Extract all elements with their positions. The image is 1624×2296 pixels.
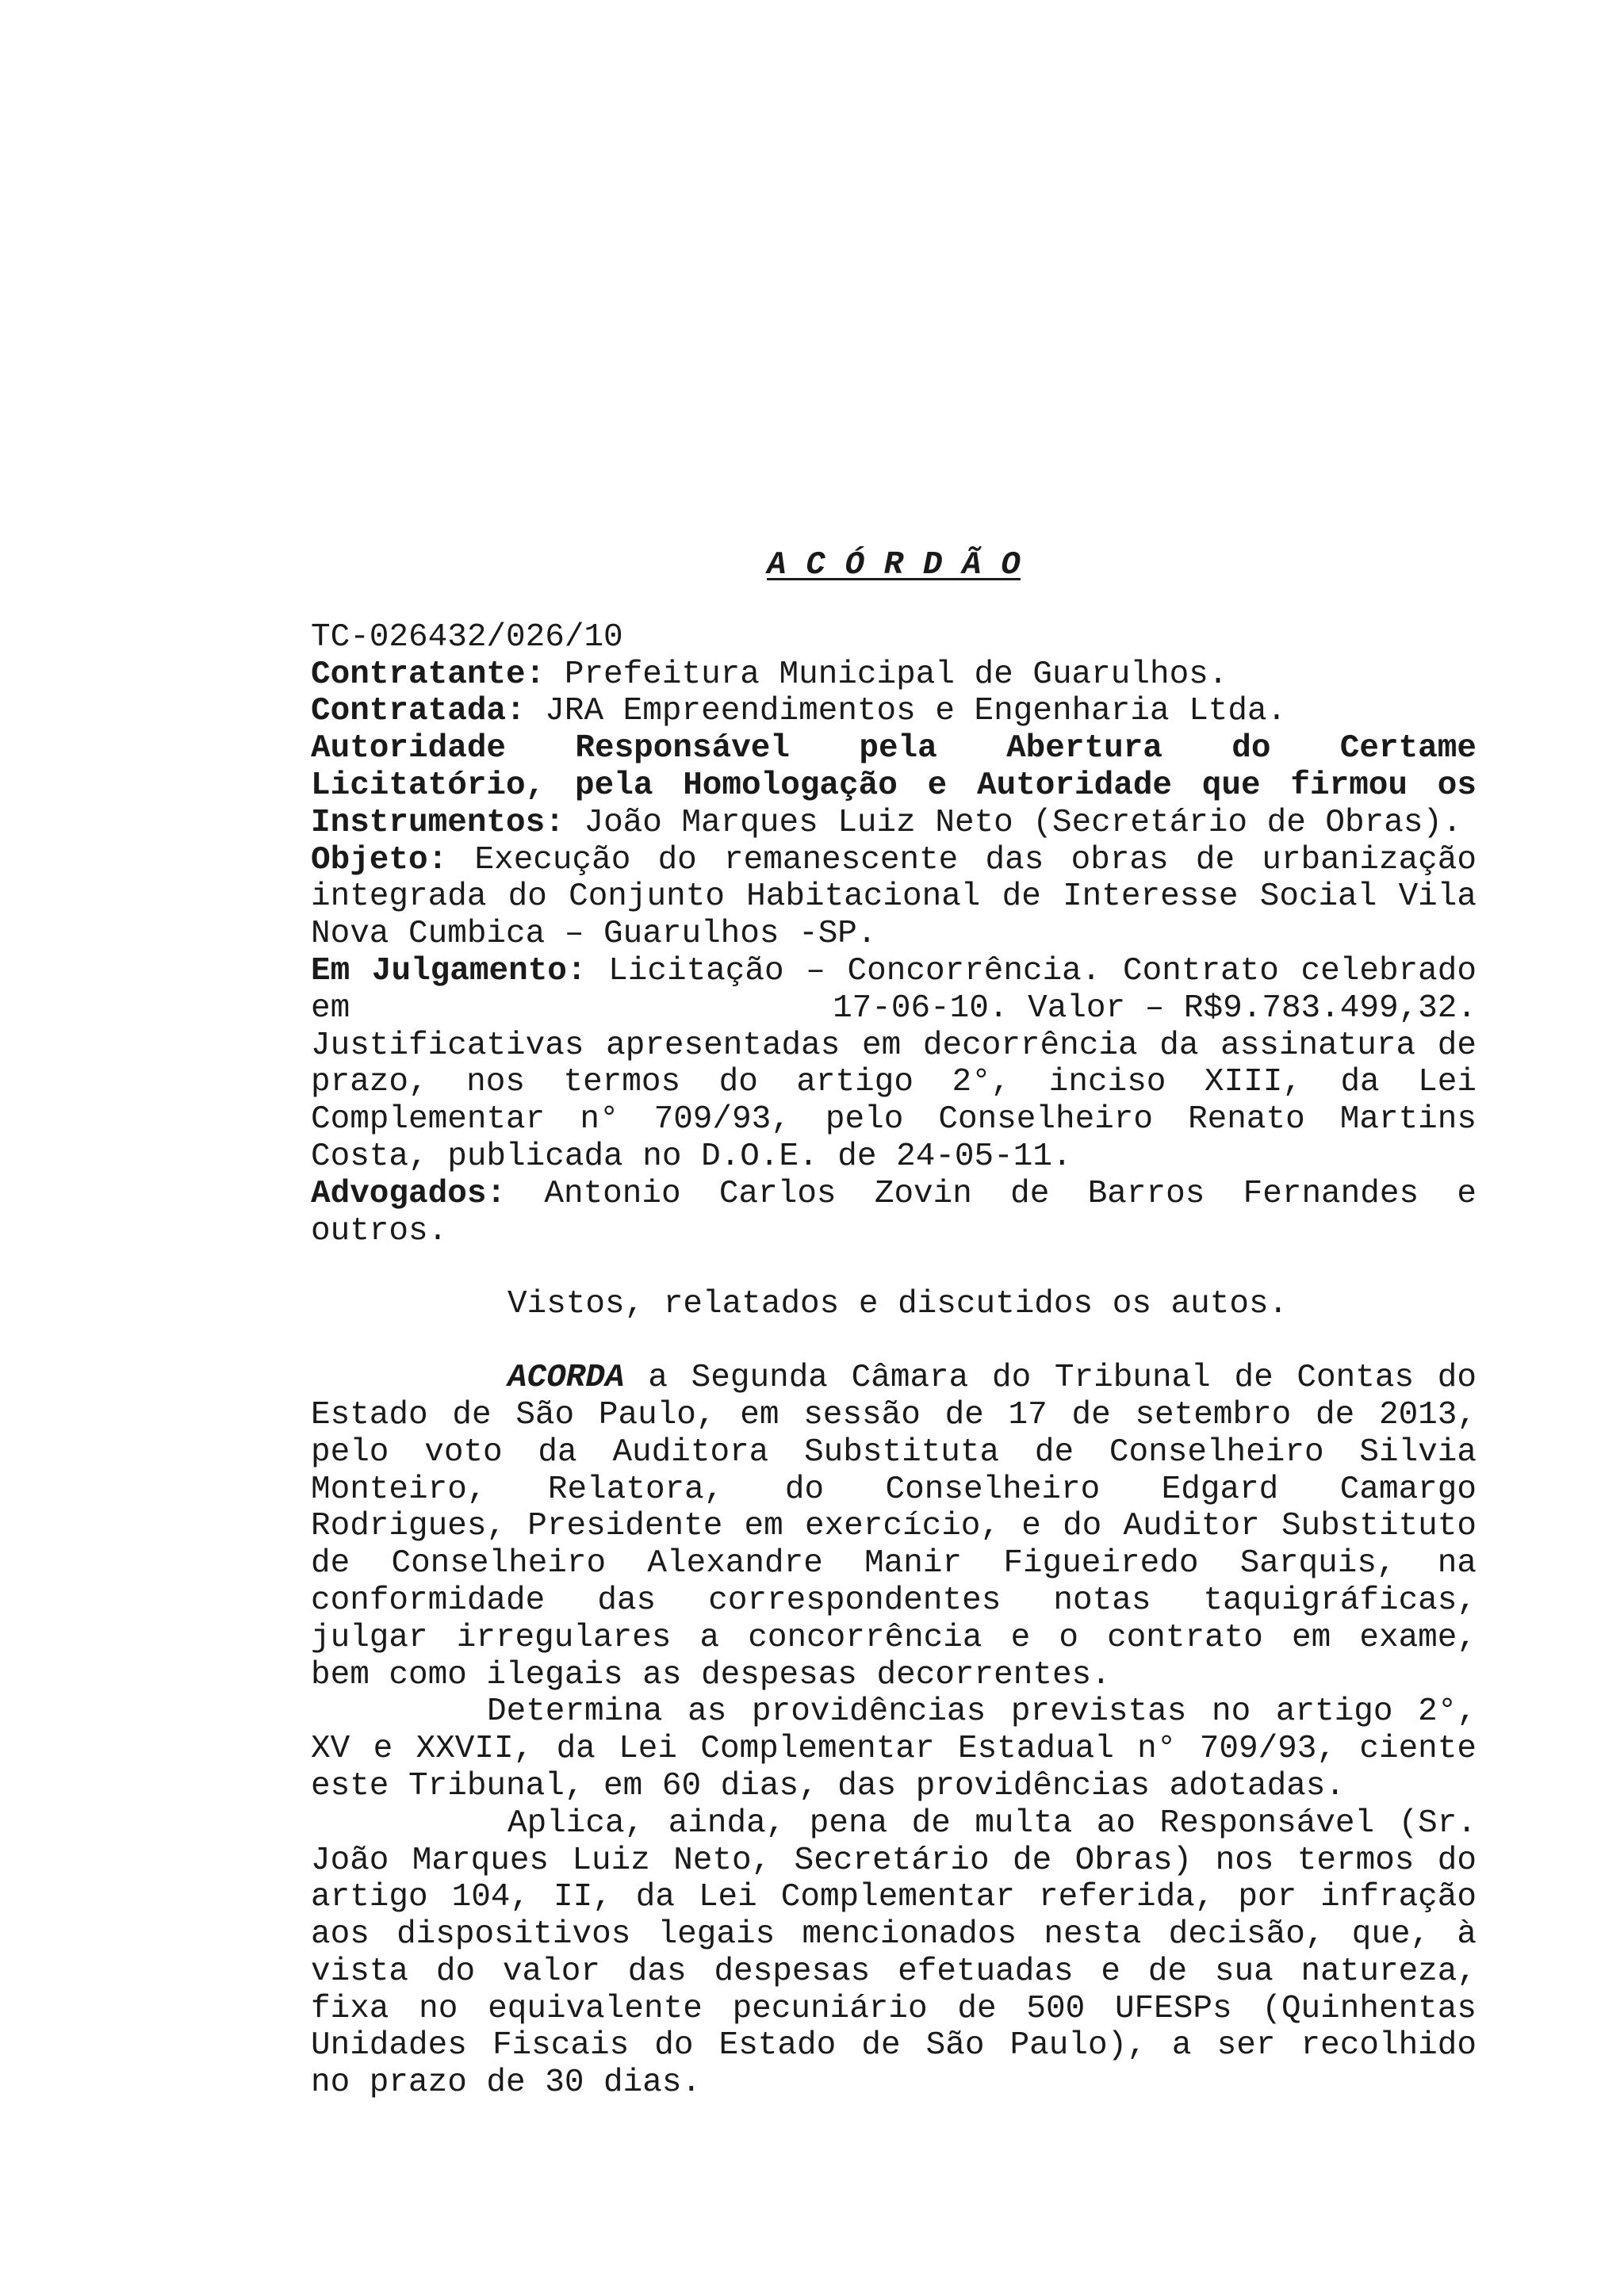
autoridade-label: Autoridade Responsável pela Abertura do Certame Licitatório, pela Homologação e Autoridade que firmou os Instrumentos: [311,730,1477,841]
determina-paragraph: Determina as providências previstas no artigo 2°, XV e XXVII, da Lei Complementar Estadual n° 709/93, ciente este Tribunal, em 60 dias, das providências adotadas. [311,1693,1477,1804]
contratante-line [311,656,1477,694]
julgamento-value-2: 17-06-10. Valor – R$9.783.499,32. [833,989,1477,1027]
autoridade-value: João Marques Luiz Neto (Secretário de Obras). [564,804,1462,841]
contratada-label: Contratada: [311,693,526,730]
document-body [311,547,1477,2102]
objeto-label: Objeto: [311,841,448,878]
acorda-paragraph [311,1360,1477,1693]
acorda-word: ACORDA [508,1360,625,1397]
contratante-label: Contratante: [311,656,546,693]
process-number: TC-026432/026/10 [311,618,623,656]
autoridade-paragraph [311,730,1477,841]
contratada-value: JRA Empreendimentos e Engenharia Ltda. [525,693,1287,730]
objeto-paragraph [311,842,1477,953]
document-title: A C Ó R D Ã O [767,547,1021,584]
julgamento-justificativas: Justificativas apresentadas em decorrência da assinatura de prazo, nos termos do artigo 2°, inciso XIII, da Lei Complementar n° 709/93, pelo Conselheiro Renato Martins Costa, publicada no D.O.E. de 24-05-11. [311,1027,1477,1175]
advogados-label: Advogados: [311,1175,507,1212]
vistos-paragraph: Vistos, relatados e discutidos os autos. [508,1286,1289,1323]
aplica-paragraph: Aplica, ainda, pena de multa ao Responsável (Sr. João Marques Luiz Neto, Secretário de Obras) nos termos do artigo 104, II, da Lei Complementar referida, por infração aos dispositivos legais mencionados nesta decisão, que, à vista do valor das despesas efetuadas e de sua natureza, fixa no equivalente pecuniário de 500 UFESPs (Quinhentas Unidades Fiscais do Estado de São Paulo), a ser recolhido no prazo de 30 dias. [311,1804,1477,2102]
julgamento-line-1 [311,953,1477,990]
julgamento-label: Em Julgamento: [311,952,587,989]
advogados-paragraph [311,1176,1477,1250]
objeto-value: Execução do remanescente das obras de urbanização integrada do Conjunto Habitacional de Interesse Social Vila Nova Cumbica – Guarulhos -SP. [311,841,1477,953]
acorda-text: a Segunda Câmara do Tribunal de Contas do Estado de São Paulo, em sessão de 17 de setembro de 2013, pelo voto da Auditora Substituta de Conselheiro Silvia Monteiro, Relatora, do Conselheiro Edgard Camargo Rodrigues, Presidente em exercício, e do Auditor Substituto de Conselheiro Alexandre Manir Figueiredo Sarquis, na conformidade das correspondentes notas taquigráficas, julgar irregulares a concorrência e o contrato em exame, bem como ilegais as despesas decorrentes. [311,1360,1477,1693]
julgamento-value-1: Licitação – Concorrência. Contrato celebrado [586,952,1477,989]
julgamento-em: em [311,989,350,1027]
advogados-value: Antonio Carlos Zovin de Barros Fernandes e outros. [311,1175,1477,1249]
contratada-line [311,693,1477,730]
contratante-value: Prefeitura Municipal de Guarulhos. [545,656,1228,693]
julgamento-line-2 [311,990,1477,1027]
